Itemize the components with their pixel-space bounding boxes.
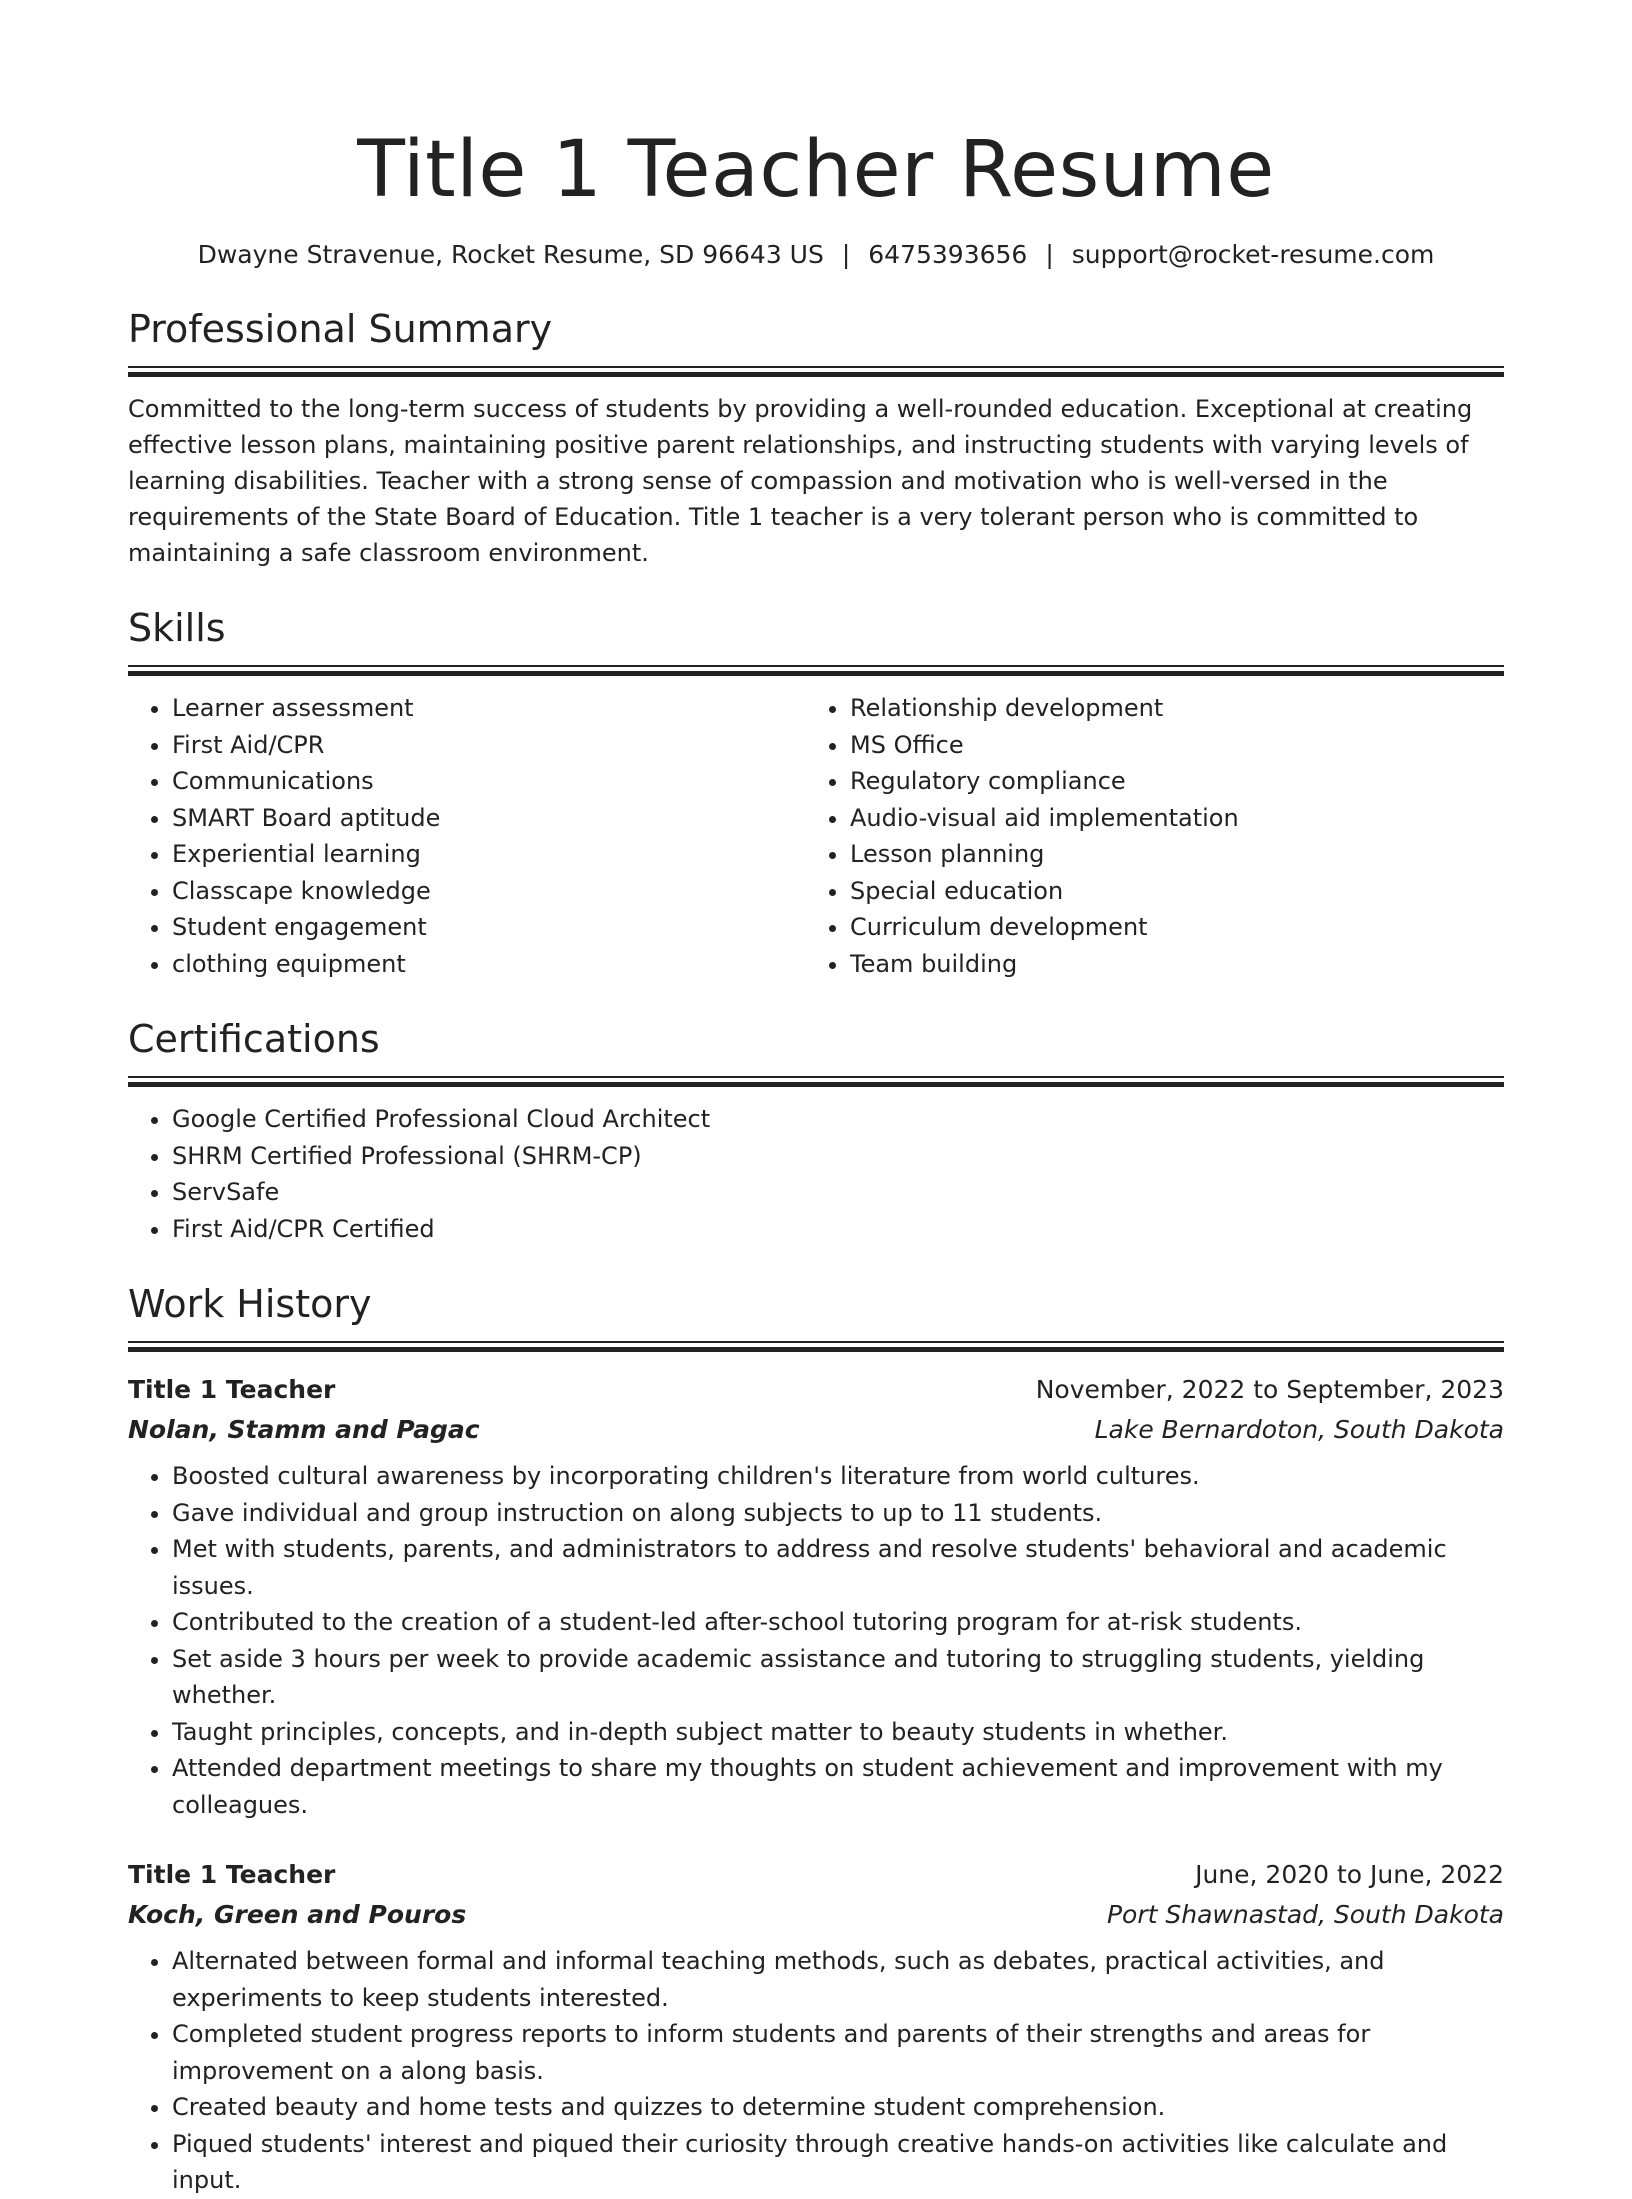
skill-item: • SMART Board aptitude xyxy=(172,800,806,837)
job-duty-item: • Created beauty and home tests and quizzes to determine student comprehension. xyxy=(172,2089,1504,2126)
skills-heading: Skills xyxy=(128,606,226,650)
job-dates: June, 2020 to June, 2022 xyxy=(1195,1860,1504,1889)
skill-item: • Audio-visual aid implementation xyxy=(850,800,1484,837)
certification-item: • Google Certified Professional Cloud Architect xyxy=(172,1101,1504,1138)
work-history-section xyxy=(128,1279,1504,2199)
summary-heading: Professional Summary xyxy=(128,307,553,351)
section-divider xyxy=(128,1341,1504,1352)
certification-item: • ServSafe xyxy=(172,1174,1504,1211)
certifications-list xyxy=(128,1101,1504,1247)
contact-email: support@rocket-resume.com xyxy=(1071,240,1435,269)
certifications-section xyxy=(128,1014,1504,1247)
job-location: Lake Bernardoton, South Dakota xyxy=(1094,1415,1504,1444)
job-title: Title 1 Teacher xyxy=(128,1860,336,1889)
skills-list-left xyxy=(128,690,806,982)
job-duty-item: • Attended department meetings to share my thoughts on student achievement and improvement with my colleagues. xyxy=(172,1750,1504,1823)
skill-item: • Team building xyxy=(850,946,1484,983)
skill-item: • Classcape knowledge xyxy=(172,873,806,910)
resume-page xyxy=(128,120,1504,2199)
job-duties-list xyxy=(128,1943,1504,2199)
job-duties-list xyxy=(128,1458,1504,1823)
skill-item: • First Aid/CPR xyxy=(172,727,806,764)
skill-item: • Relationship development xyxy=(850,690,1484,727)
job-dates: November, 2022 to September, 2023 xyxy=(1035,1375,1504,1404)
job-duty-item: • Contributed to the creation of a student-led after-school tutoring program for at-risk students. xyxy=(172,1604,1504,1641)
job-duty-item: • Gave individual and group instruction on along subjects to up to 11 students. xyxy=(172,1495,1504,1532)
skill-item: • Experiential learning xyxy=(172,836,806,873)
job-employer-row xyxy=(128,1410,1504,1450)
certification-item: • SHRM Certified Professional (SHRM-CP) xyxy=(172,1138,1504,1175)
contact-line xyxy=(128,238,1504,272)
skill-item: • Communications xyxy=(172,763,806,800)
contact-address: Dwayne Stravenue, Rocket Resume, SD 96643 US xyxy=(197,240,824,269)
contact-separator: | xyxy=(841,240,851,269)
skill-item: • Special education xyxy=(850,873,1484,910)
skills-grid xyxy=(128,690,1504,982)
skill-item: • Lesson planning xyxy=(850,836,1484,873)
skill-item: • Student engagement xyxy=(172,909,806,946)
contact-phone: 6475393656 xyxy=(868,240,1028,269)
job-duty-item: • Taught principles, concepts, and in-depth subject matter to beauty students in whether. xyxy=(172,1714,1504,1751)
job-entry xyxy=(128,1855,1504,2199)
skills-list-right xyxy=(806,690,1484,982)
summary-section xyxy=(128,304,1504,571)
section-divider xyxy=(128,665,1504,676)
job-title: Title 1 Teacher xyxy=(128,1375,336,1404)
skill-item: • Regulatory compliance xyxy=(850,763,1484,800)
skill-item: • clothing equipment xyxy=(172,946,806,983)
job-duty-item: • Alternated between formal and informal teaching methods, such as debates, practical activities, and experiments to keep students interested. xyxy=(172,1943,1504,2016)
job-duty-item: • Completed student progress reports to inform students and parents of their strengths and areas for improvement on a along basis. xyxy=(172,2016,1504,2089)
skills-section xyxy=(128,603,1504,982)
work-history-heading: Work History xyxy=(128,1282,372,1326)
skill-item: • MS Office xyxy=(850,727,1484,764)
contact-separator: | xyxy=(1045,240,1054,269)
job-employer-row xyxy=(128,1895,1504,1935)
job-duty-item: • Piqued students' interest and piqued their curiosity through creative hands-on activities like calculate and input. xyxy=(172,2126,1504,2199)
summary-text: Committed to the long-term success of students by providing a well-rounded education. Exceptional at creating effective lesson plans, maintaining positive parent relationships, and instructing students with varying levels of learning disabilities. Teacher with a strong sense of compassion and motivation who is well-versed in the requirements of the State Board of Education. Title 1 teacher is a very tolerant person who is committed to maintaining a safe classroom environment. xyxy=(128,395,1473,567)
skill-item: • Learner assessment xyxy=(172,690,806,727)
job-header-row xyxy=(128,1855,1504,1895)
job-entry xyxy=(128,1370,1504,1823)
certification-item: • First Aid/CPR Certified xyxy=(172,1211,1504,1248)
skill-item: • Curriculum development xyxy=(850,909,1484,946)
job-company: Nolan, Stamm and Pagac xyxy=(128,1415,480,1444)
job-duty-item: • Set aside 3 hours per week to provide academic assistance and tutoring to struggling students, yielding whether. xyxy=(172,1641,1504,1714)
resume-title: Title 1 Teacher Resume xyxy=(357,125,1275,215)
job-location: Port Shawnastad, South Dakota xyxy=(1106,1900,1504,1929)
section-divider xyxy=(128,366,1504,377)
job-duty-item: • Boosted cultural awareness by incorporating children's literature from world cultures. xyxy=(172,1458,1504,1495)
job-header-row xyxy=(128,1370,1504,1410)
section-divider xyxy=(128,1076,1504,1087)
certifications-heading: Certifications xyxy=(128,1017,380,1061)
job-company: Koch, Green and Pouros xyxy=(128,1900,467,1929)
job-duty-item: • Met with students, parents, and administrators to address and resolve students' behavioral and academic issues. xyxy=(172,1531,1504,1604)
